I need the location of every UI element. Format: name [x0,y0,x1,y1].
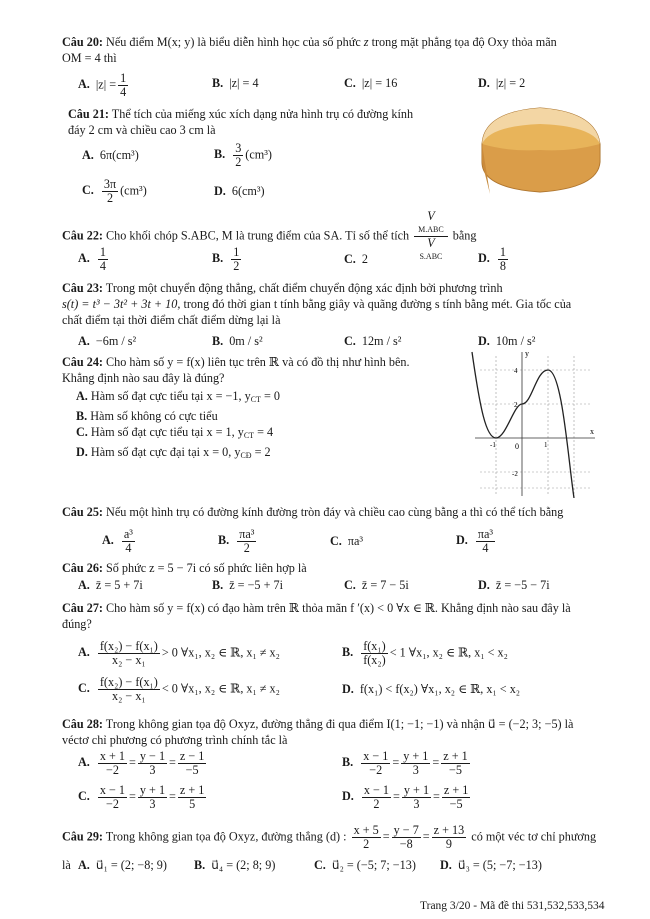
q26-option-c[interactable]: C. z̄ = 7 − 5i [344,578,409,592]
q25-options [62,527,622,555]
q21-label: Câu 21: [68,107,109,121]
question-28 [62,716,622,748]
q23-option-a[interactable]: A. −6m / s² [78,334,137,348]
q25-text: Nếu một hình trụ có đường kính đường tròn đáy và chiều cao cùng bằng a thì có thể tích bằng [106,505,564,519]
q24-option-c[interactable]: C. Hàm số đạt cực tiểu tại x = 1, $y_{CT} = 4$ [76,425,274,440]
q20-text-a: Nếu điểm [106,35,154,49]
svg-text:-1: -1 [490,441,496,449]
q29-text: Trong không gian tọa độ Oxyz, đường thẳng (d) : [105,829,347,844]
svg-text:-2: -2 [512,470,518,478]
q21-option-a[interactable]: A. 6π(cm³) [82,148,139,162]
q23-text: Trong một chuyển động thẳng, chất điểm chuyển động xác định bởi phương trình [105,281,503,295]
q20-z: z [363,35,369,49]
question-25 [62,504,622,520]
q25-option-c[interactable]: C. πa³ [330,534,364,548]
q28-line2: véctơ chỉ phương có phương trình chính tắc là [62,733,288,747]
q25-label: Câu 25: [62,505,103,519]
q22-volume-ratio: V M.ABC V S.ABC [414,210,448,263]
q21-option-b[interactable]: B. $\frac{3}{2}$ (cm³) [214,141,272,169]
q21-option-c[interactable]: C. $\frac{3\pi}{2}$ (cm³) [82,177,147,205]
question-21 [68,106,468,138]
question-20 [62,34,622,66]
q22-options [62,245,622,273]
q20-line2: OM = 4 thì [62,51,117,65]
q28-options-row2 [62,784,622,818]
q21-line2: đáy 2 cm và chiều cao 3 cm là [68,123,216,137]
q20-text-b: là biểu diễn hình học của số phức [197,35,361,49]
q22-option-d[interactable]: D. $\frac{1}{8}$ [478,245,506,273]
svg-text:2: 2 [514,401,518,409]
q27-options-row1 [62,640,622,674]
q24-option-a[interactable]: A. Hàm số đạt cực tiểu tại x = −1, $y_{CT} = 0$ [76,389,280,404]
q26-options [62,578,622,596]
q27-option-d[interactable]: D. f(x₁) < f(x₂) ∀x₁, x₂ ∈ ℝ, x₁ < x₂ [342,682,521,696]
svg-text:4: 4 [514,367,518,375]
q26-option-d[interactable]: D. z̄ = −5 − 7i [478,578,550,592]
sausage-half-cylinder-image [470,92,610,202]
q20-option-a[interactable]: A. |z| = $\frac{1}{4}$ [78,71,127,99]
svg-text:0: 0 [515,442,519,451]
q20-option-b[interactable]: B. |z| = 4 [212,76,259,90]
q29-prefix: là [62,858,71,872]
q23-option-d[interactable]: D. 10m / s² [478,334,536,348]
q28-option-c[interactable]: C. $\frac{x - 1}{-2}$ = $\frac{y + 1}{3}$ = $\frac{z + 1}{5}$ [78,783,205,811]
q26-text: Số phức z = 5 − 7i có số phức liên hợp là [106,561,307,575]
q23-line2: trong đó thời gian t tính bằng giây và quãng đường s tính bằng mét. Gia tốc của [183,297,572,311]
q22-option-b[interactable]: B. $\frac{1}{2}$ [212,245,240,273]
q27-option-c[interactable]: C. $\frac{\text{f(x₂) − f(x₁)}}{\text{x₂ − x₁}}$ < 0 ∀x₁, x₂ ∈ ℝ, x₁ ≠ x₂ [78,675,280,703]
question-29: Câu 29: Trong không gian tọa độ Oxyz, đường thẳng (d) : $\frac{x + 5}{2}$ = $\frac{y - 7}{-8}$ = $\frac{z + 13}{9}$ có một véc tơ chỉ phương [62,823,597,851]
q23-label: Câu 23: [62,281,103,295]
q20-point: M(x; y) [156,35,195,49]
q26-option-b[interactable]: B. z̄ = −5 + 7i [212,578,283,592]
q29-options [62,858,622,876]
q27-label: Câu 27: [62,601,103,615]
q20-label: Câu 20: [62,35,103,49]
q27-text: Cho hàm số y = f(x) có đạo hàm trên ℝ thỏa mãn f ′(x) < 0 ∀x ∈ ℝ. Khẳng định nào sau đây là [106,601,571,615]
question-24 [62,354,472,386]
q20-option-c[interactable]: C. |z| = 16 [344,76,398,90]
q28-label: Câu 28: [62,717,103,731]
q23-option-c[interactable]: C. 12m / s² [344,334,402,348]
q27-line2: đúng? [62,617,92,631]
q22-text: Cho khối chóp S.ABC, M là trung điểm của SA. Tỉ số thể tích [106,228,410,243]
q27-option-b[interactable]: B. $\frac{\text{f(x₁)}}{\text{f(x₂)}}$ < 1 ∀x₁, x₂ ∈ ℝ, x₁ < x₂ [342,639,508,667]
q28-option-b[interactable]: B. $\frac{x - 1}{-2}$ = $\frac{y + 1}{3}$ = $\frac{z + 1}{-5}$ [342,749,468,777]
q24-options [76,388,456,464]
q26-option-a[interactable]: A. z̄ = 5 + 7i [78,578,143,592]
q22-option-a[interactable]: A. $\frac{1}{4}$ [78,245,106,273]
q20-text-c: trong mặt phẳng tọa độ Oxy thỏa mãn [371,35,557,49]
q29-option-c[interactable]: C. u⃗₂ = (−5; 7; −13) [314,858,416,872]
q27-options-row2 [62,676,622,710]
q27-option-a[interactable]: A. $\frac{\text{f(x₂) − f(x₁)}}{\text{x₂ − x₁}}$ > 0 ∀x₁, x₂ ∈ ℝ, x₁ ≠ x₂ [78,639,280,667]
q22-label: Câu 22: [62,228,103,243]
svg-text:x: x [590,427,594,436]
q28-text: Trong không gian tọa độ Oxyz, đường thẳng đi qua điểm I(1; −1; −1) và nhận u⃗ = (−2; 3; −5) là [105,717,574,731]
q22-text-end: bằng [452,228,477,243]
q20-option-d[interactable]: D. |z| = 2 [478,76,526,90]
q24-option-b[interactable]: B. Hàm số không có cực tiểu [76,409,218,423]
q23-option-b[interactable]: B. 0m / s² [212,334,263,348]
question-26 [62,560,622,576]
q24-option-d[interactable]: D. Hàm số đạt cực đại tại x = 0, $y_{CĐ} = 2$ [76,445,271,460]
q24-line2: Khẳng định nào sau đây là đúng? [62,371,225,385]
q22-option-c[interactable]: C. 2 [344,252,368,266]
q28-option-a[interactable]: A. $\frac{x + 1}{-2}$ = $\frac{y - 1}{3}$ = $\frac{z - 1}{-5}$ [78,749,205,777]
curve [472,352,574,498]
q25-option-b[interactable]: B. $\frac{\text{πa³}}{2}$ [218,527,255,555]
svg-text:y: y [525,349,529,358]
q26-label: Câu 26: [62,561,103,575]
q25-option-d[interactable]: D. $\frac{\text{πa³}}{4}$ [456,527,494,555]
q29-option-a[interactable]: A. u⃗₁ = (2; −8; 9) [78,858,167,872]
page-footer: Trang 3/20 - Mã đề thi 531,532,533,534 [420,900,605,912]
q29-option-d[interactable]: D. u⃗₃ = (5; −7; −13) [440,858,542,872]
q29-text-end: có một véc tơ chỉ phương [471,829,597,844]
svg-text:1: 1 [544,441,548,449]
q24-text: Cho hàm số y = f(x) liên tục trên ℝ và có đồ thị như hình bên. [106,355,410,369]
q24-label: Câu 24: [62,355,103,369]
q29-option-b[interactable]: B. u⃗₄ = (2; 8; 9) [194,858,276,872]
q29-label: Câu 29: [62,829,103,844]
q23-line3: chất điểm tại thời điểm chất điểm dừng lại là [62,313,281,327]
q28-options-row1 [62,750,622,784]
question-27 [62,600,622,632]
q21-text: Thể tích của miếng xúc xích dạng nửa hình trụ có đường kính [111,107,414,121]
q24-function-graph [470,348,600,498]
q23-formula: s(t) = t³ − 3t² + 3t + 10, [62,297,181,311]
q25-option-a[interactable]: A. $\frac{\text{a³}}{4}$ [102,527,133,555]
question-23 [62,280,622,328]
q28-option-d[interactable]: D. $\frac{x - 1}{2}$ = $\frac{y + 1}{3}$ = $\frac{z + 1}{-5}$ [342,783,469,811]
q21-option-d[interactable]: D. 6(cm³) [214,184,265,198]
